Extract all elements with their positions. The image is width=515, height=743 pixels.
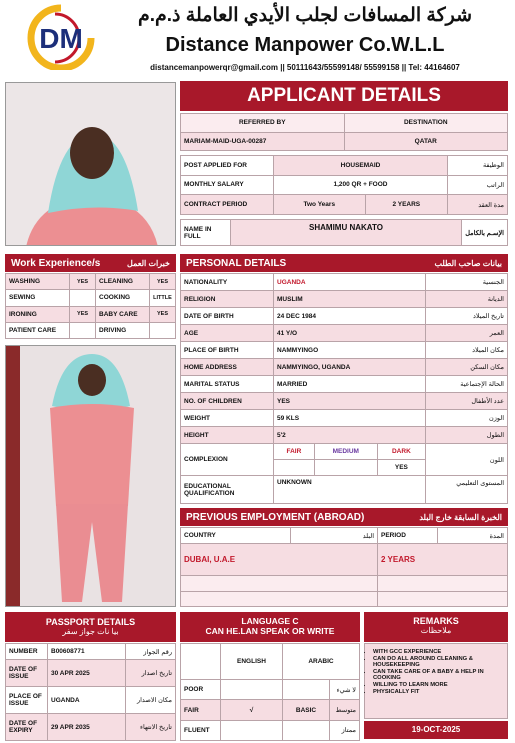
language-title-2: CAN HE.LAN SPEAK OR WRITE [205, 626, 335, 636]
language-row [181, 720, 360, 740]
work-experience-skill: COOKING [96, 290, 150, 306]
contract-value: Two Years [274, 195, 366, 215]
contract-label: CONTRACT PERIOD [181, 195, 274, 215]
personal-value: MARRIED [274, 376, 426, 393]
name-table [180, 219, 508, 246]
language-ar: ممتاز [330, 720, 360, 740]
work-experience-skill: WASHING [6, 274, 70, 290]
complexion-label: COMPLEXION [181, 444, 274, 476]
personal-label: HOME ADDRESS [181, 359, 274, 376]
referred-by-label: REFERRED BY [181, 114, 345, 133]
personal-value: YES [274, 393, 426, 410]
personal-ar: الجنسية [426, 274, 508, 291]
passport-row [6, 644, 176, 660]
personal-ar: تاريخ الميلاد [426, 308, 508, 325]
period-label: PERIOD [378, 528, 438, 544]
personal-label: PLACE OF BIRTH [181, 342, 274, 359]
work-experience-skill: IRONING [6, 306, 70, 322]
personal-row [181, 376, 508, 393]
work-experience-value: YES [70, 274, 96, 290]
passport-row [6, 687, 176, 714]
work-experience-skill: DRIVING [96, 322, 150, 338]
passport-label: DATE OF EXPIRY [6, 714, 48, 741]
passport-value: UGANDA [48, 687, 126, 714]
language-level: FAIR [181, 700, 221, 720]
personal-label: DATE OF BIRTH [181, 308, 274, 325]
personal-label: RELIGION [181, 291, 274, 308]
period-ar: المدة [438, 528, 508, 544]
personal-ar: الوزن [426, 410, 508, 427]
work-experience-skill: BABY CARE [96, 306, 150, 322]
personal-ar: الطول [426, 427, 508, 444]
passport-ar: مكان الاصدار [126, 687, 176, 714]
language-col-arabic: ARABIC [282, 644, 359, 680]
complexion-fair: FAIR [274, 444, 314, 460]
passport-table [5, 643, 176, 741]
country-label: COUNTRY [181, 528, 291, 544]
previous-employment-title: PREVIOUS EMPLOYMENT (ABROAD) [186, 511, 365, 523]
country-value: DUBAI, U.A.E [181, 544, 378, 576]
company-logo [25, 4, 97, 70]
passport-value: 29 APR 2035 [48, 714, 126, 741]
complexion-medium: MEDIUM [314, 444, 377, 460]
personal-row [181, 427, 508, 444]
personal-label: NATIONALITY [181, 274, 274, 291]
work-experience-value [150, 322, 176, 338]
svg-text:DM: DM [39, 23, 83, 54]
personal-details-table [180, 273, 508, 504]
personal-label: AGE [181, 325, 274, 342]
work-experience-table [5, 273, 176, 339]
personal-ar: الديانة [426, 291, 508, 308]
work-experience-row [6, 290, 176, 306]
personal-value: 41 Y/O [274, 325, 426, 342]
work-experience-value: YES [150, 274, 176, 290]
language-english [221, 720, 283, 740]
country-ar: البلد [291, 528, 378, 544]
work-experience-value: YES [150, 306, 176, 322]
previous-employment-header [180, 508, 508, 526]
education-ar: المستوى التعليمي [426, 476, 508, 504]
personal-label: NO. OF CHILDREN [181, 393, 274, 410]
passport-value: B00608771 [48, 644, 126, 660]
remarks-title-ar: ملاحظات [420, 626, 452, 635]
language-english: √ [221, 700, 283, 720]
period-value: 2 YEARS [378, 544, 508, 576]
personal-ar: مكان السكن [426, 359, 508, 376]
personal-label: MARITAL STATUS [181, 376, 274, 393]
language-table [180, 643, 360, 741]
personal-row [181, 308, 508, 325]
work-experience-title: Work Experience/s [11, 257, 101, 269]
previous-employment-table [180, 527, 508, 607]
language-level: POOR [181, 680, 221, 700]
language-arabic [282, 680, 329, 700]
contract-ar: مدة العقد [448, 195, 508, 215]
remark-item: • CAN TAKE CARE OF A BABY & HELP IN COOKING [373, 669, 507, 681]
language-ar: متوسط [330, 700, 360, 720]
name-value: SHAMIMU NAKATO [231, 220, 462, 246]
remark-item: • WILLING TO LEARN MORE [373, 682, 507, 688]
personal-row [181, 325, 508, 342]
personal-row [181, 274, 508, 291]
work-experience-value [70, 290, 96, 306]
work-experience-row [6, 322, 176, 338]
applicant-photo-full [5, 345, 176, 607]
personal-value: NAMMYINGO [274, 342, 426, 359]
language-col-english: ENGLISH [221, 644, 283, 680]
applicant-photo-portrait [5, 82, 176, 246]
personal-value: MUSLIM [274, 291, 426, 308]
personal-ar: عدد الأطفال [426, 393, 508, 410]
remarks-box [364, 643, 508, 719]
work-experience-skill: SEWING [6, 290, 70, 306]
passport-ar: تاريخ الانتهاء [126, 714, 176, 741]
work-experience-header [5, 254, 176, 272]
passport-label: PLACE OF ISSUE [6, 687, 48, 714]
company-name-arabic: شركة المسافات لجلب الأيدي العاملة ذ.م.م [137, 5, 473, 26]
remark-item: • WITH GCC EXPERIENCE [373, 649, 507, 655]
passport-label: NUMBER [6, 644, 48, 660]
personal-label: WEIGHT [181, 410, 274, 427]
language-row [181, 700, 360, 720]
language-level: FLUENT [181, 720, 221, 740]
language-title-1: LANGUAGE C [241, 616, 299, 626]
work-experience-skill: CLEANING [96, 274, 150, 290]
remarks-title: REMARKS [413, 616, 459, 626]
personal-details-header [180, 254, 508, 272]
language-arabic: BASIC [282, 700, 329, 720]
name-ar: الإسـم بالكامل [462, 220, 508, 246]
personal-label: HEIGHT [181, 427, 274, 444]
personal-row [181, 410, 508, 427]
passport-header [5, 612, 176, 642]
personal-ar: مكان الميلاد [426, 342, 508, 359]
salary-label: MONTHLY SALARY [181, 175, 274, 195]
personal-value: NAMMYINGO, UGANDA [274, 359, 426, 376]
work-experience-value [70, 322, 96, 338]
education-value: UNKNOWN [274, 476, 426, 504]
passport-ar: تاريخ اصدار [126, 660, 176, 687]
passport-row [6, 660, 176, 687]
destination-label: DESTINATION [344, 114, 508, 133]
post-value: HOUSEMAID [274, 156, 448, 176]
post-label: POST APPLIED FOR [181, 156, 274, 176]
salary-ar: الراتب [448, 175, 508, 195]
personal-value: 59 KLS [274, 410, 426, 427]
referral-table [180, 113, 508, 151]
remarks-date: 19-OCT-2025 [364, 721, 508, 739]
personal-value: 24 DEC 1984 [274, 308, 426, 325]
language-english [221, 680, 283, 700]
passport-title: PASSPORT DETAILS [45, 617, 136, 627]
work-experience-row [6, 274, 176, 290]
complexion-selected: YES [377, 460, 425, 476]
contract-value-2: 2 YEARS [365, 195, 447, 215]
education-label: EDUCATIONAL QUALIFICATION [181, 476, 274, 504]
destination-value: QATAR [344, 132, 508, 151]
passport-value: 30 APR 2025 [48, 660, 126, 687]
language-ar: لا شيء [330, 680, 360, 700]
personal-row [181, 359, 508, 376]
company-contact: distancemanpowerqr@gmail.com || 50111643/55599148/ 55599158 || Tel: 44164607 [150, 63, 460, 72]
reference-value: MARIAM-MAID-UGA-00287 [181, 132, 345, 151]
work-experience-row [6, 306, 176, 322]
passport-title-ar: بيا نات جواز سفر [62, 627, 119, 636]
personal-ar: العمر [426, 325, 508, 342]
page-title: APPLICANT DETAILS [180, 81, 508, 111]
company-name-english: Distance Manpower Co.W.L.L [165, 34, 445, 56]
complexion-dark: DARK [377, 444, 425, 460]
previous-employment-title-ar: الخبرة السابقة خارج البلد [419, 512, 502, 522]
post-ar: الوظيفة [448, 156, 508, 176]
salary-value: 1,200 QR + FOOD [274, 175, 448, 195]
language-header [180, 612, 360, 642]
post-table [180, 155, 508, 215]
work-experience-skill: PATIENT CARE [6, 322, 70, 338]
remarks-header [364, 612, 508, 642]
work-experience-title-ar: خبرات العمل [127, 258, 170, 268]
name-label: NAME IN FULL [181, 220, 231, 246]
passport-ar: رقم الجواز [126, 644, 176, 660]
personal-row [181, 342, 508, 359]
personal-details-title: PERSONAL DETAILS [186, 257, 287, 269]
work-experience-value: LITTLE [150, 290, 176, 306]
personal-ar: الحالة الإجتماعية [426, 376, 508, 393]
passport-row [6, 714, 176, 741]
work-experience-value: YES [70, 306, 96, 322]
remarks-list [365, 649, 507, 695]
language-arabic [282, 720, 329, 740]
remark-item: • CAN DO ALL AROUND CLEANING & HOUSEKEEPING [373, 656, 507, 668]
personal-row [181, 291, 508, 308]
remark-item: • PHYSICALLY FIT [373, 689, 507, 695]
language-row [181, 680, 360, 700]
personal-value: UGANDA [274, 274, 426, 291]
complexion-ar: اللون [426, 444, 508, 476]
personal-row [181, 393, 508, 410]
personal-details-title-ar: بيانات صاحب الطلب [434, 258, 502, 268]
passport-label: DATE OF ISSUE [6, 660, 48, 687]
personal-value: 5'2 [274, 427, 426, 444]
